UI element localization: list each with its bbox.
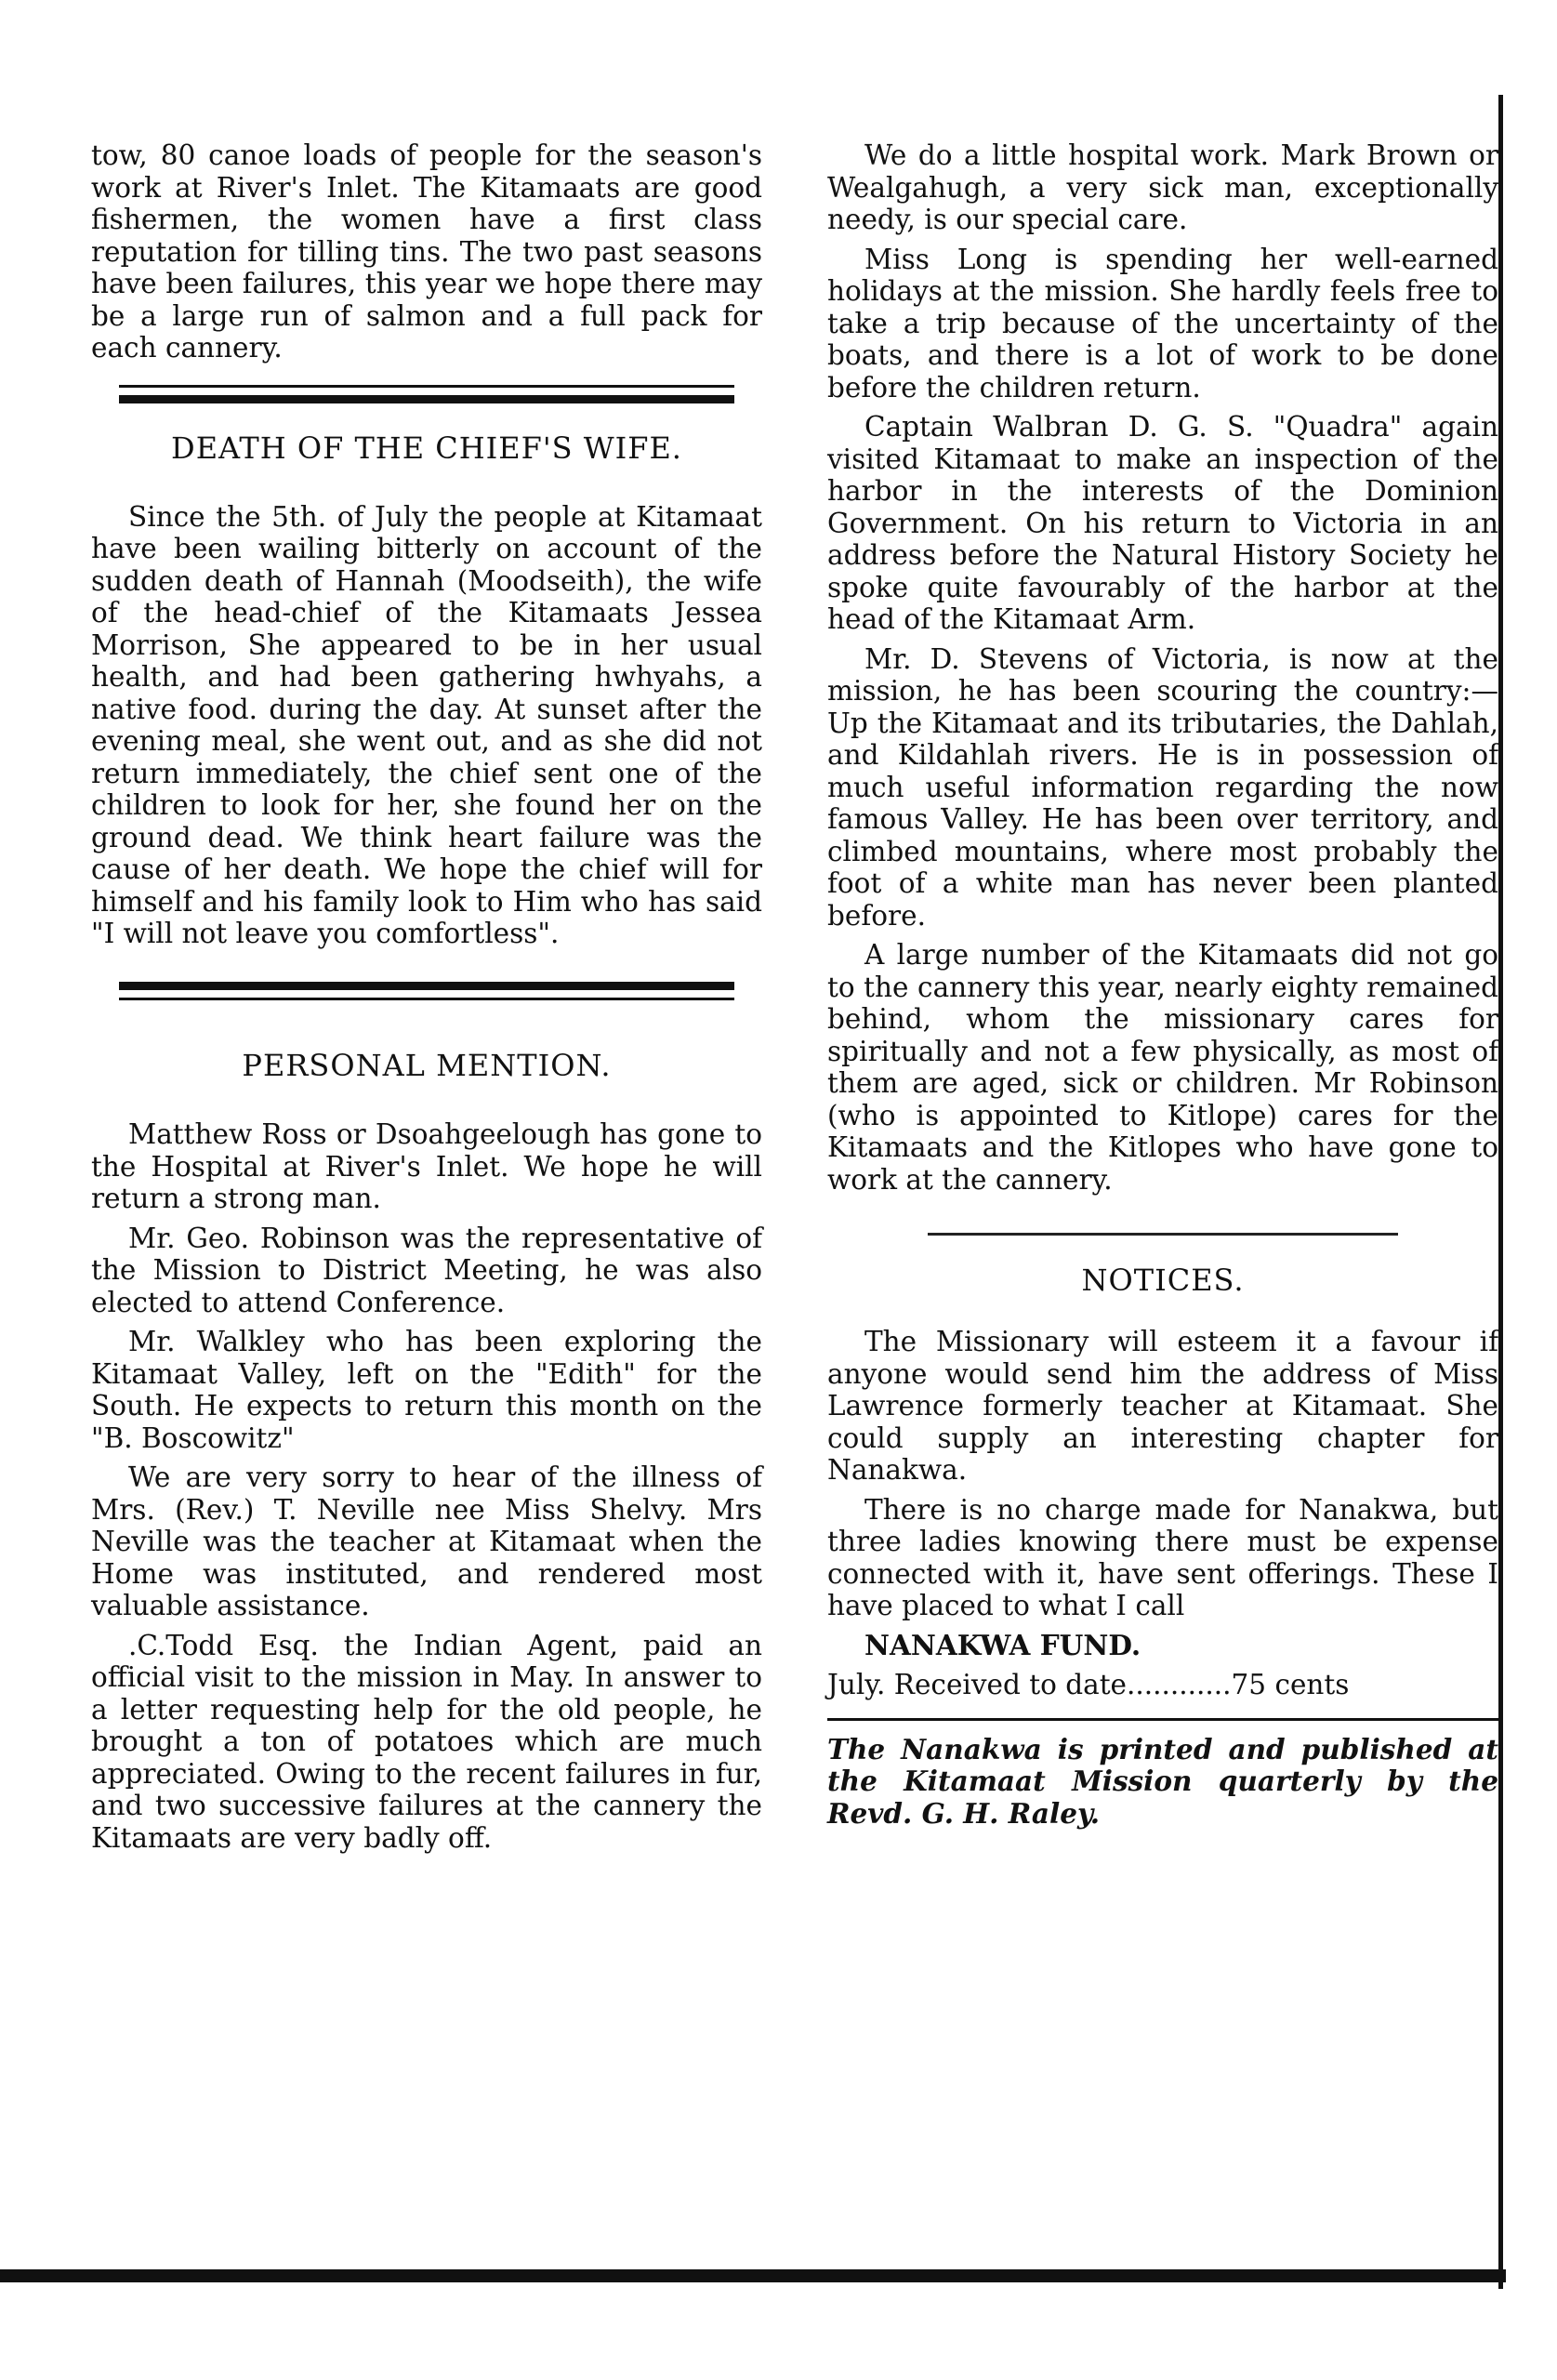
- imprint: The Nanakwa is printed and published at the Kitamaat Mission quarterly by the Revd. G. H. Raley.: [827, 1732, 1498, 1830]
- notice-paragraph: The Missionary will esteem it a favour if anyone would send him the address of Miss Lawrence formerly teacher at Kitamaat. She could supply an interesting chapter for Nanakwa.: [827, 1326, 1498, 1487]
- right-paragraph: Mr. D. Stevens of Victoria, is now at the mission, he has been scouring the country:— Up the Kitamaat and its tributaries, the Dahlah, and Kildahlah rivers. He is in possession of much useful information regarding the now famous Valley. He has been over territory, and climbed mountains, where most probably the foot of a white man has never been planted before.: [827, 642, 1498, 932]
- personal-paragraph: Mr. Geo. Robinson was the representative of the Mission to District Meeting, he was also elected to attend Conference.: [91, 1222, 762, 1318]
- personal-paragraph: We are very sorry to hear of the illness of Mrs. (Rev.) T. Neville nee Miss Shelvy. Mrs Neville was the teacher at Kitamaat when the Home was instituted, and rendered most valuable assistance.: [91, 1461, 762, 1622]
- notice-paragraph: There is no charge made for Nanakwa, but three ladies knowing there must be expense connected with it, have sent offerings. These I have placed to what I call: [827, 1493, 1498, 1622]
- fund-line: July. Received to date............75 cents: [827, 1669, 1350, 1701]
- right-paragraph: Miss Long is spending her well-earned holidays at the mission. She hardly feels free to take a trip because of the uncertainty of the boats, and there is a lot of work to be done before the children return.: [827, 243, 1498, 403]
- right-paragraph: Captain Walbran D. G. S. "Quadra" again visited Kitamaat to make an inspection of the harbor in the interests of the Dominion Government. On his return to Victoria in an address before the Natural History Society he spoke quite favourably of the harbor at the head of the Kitamaat Arm.: [827, 411, 1498, 635]
- bottom-rule: [0, 2269, 1506, 2282]
- personal-paragraph: Mr. Walkley who has been exploring the Kitamaat Valley, left on the "Edith" for the South. He expects to return this month on the "B. Boscowitz": [91, 1326, 762, 1454]
- personal-heading: PERSONAL MENTION.: [242, 1047, 612, 1083]
- right-column: [827, 139, 1498, 1837]
- section-divider: [91, 385, 762, 403]
- death-paragraph: Since the 5th. of July the people at Kitamaat have been wailing bitterly on account of the sudden death of Hannah (Moodseith), the wife of the head-chief of the Kitamaats Jessea Morrison, She appeared to be in her usual health, and had been gathering hwhyahs, a native food. during the day. At sunset after the evening meal, she went out, and as she did not return immediately, the chief sent one of the children to look for her, she found her on the ground dead. We think heart failure was the cause of her death. We hope the chief will for himself and his family look to Him who has said "I will not leave you comfortless".: [91, 500, 762, 950]
- right-paragraph: We do a little hospital work. Mark Brown or Wealgahugh, a very sick man, exceptionally needy, is our special care.: [827, 139, 1498, 235]
- left-column: [91, 139, 762, 1861]
- right-paragraph: A large number of the Kitamaats did not go to the cannery this year, nearly eighty remained behind, whom the missionary cares for spiritually and not a few physically, as most of them are aged, sick or children. Mr Robinson (who is appointed to Kitlope) cares for the Kitamaats and the Kitlopes who have gone to work at the cannery.: [827, 939, 1498, 1196]
- imprint-divider: [827, 1718, 1498, 1721]
- notices-heading: NOTICES.: [1081, 1263, 1245, 1298]
- section-divider: [928, 1233, 1397, 1236]
- fund-title: NANAKWA FUND.: [864, 1628, 1141, 1661]
- personal-paragraph: Matthew Ross or Dsoahgeelough has gone to the Hospital at River's Inlet. We hope he will return a strong man.: [91, 1118, 762, 1215]
- section-divider: [91, 982, 762, 1000]
- death-heading: DEATH OF THE CHIEF'S WIFE.: [171, 430, 682, 466]
- personal-paragraph: .C.Todd Esq. the Indian Agent, paid an official visit to the mission in May. In answer to a letter requesting help for the old people, he brought a ton of potatoes which are much appreciated. Owing to the recent failures in fur, and two successive failures at the cannery the Kitamaats are very badly off.: [91, 1629, 762, 1854]
- intro-paragraph: tow, 80 canoe loads of people for the season's work at River's Inlet. The Kitamaats are good fishermen, the women have a first class reputation for tilling tins. The two past seasons have been failures, this year we hope there may be a large run of salmon and a full pack for each cannery.: [91, 139, 762, 364]
- right-edge-rule: [1498, 95, 1503, 2289]
